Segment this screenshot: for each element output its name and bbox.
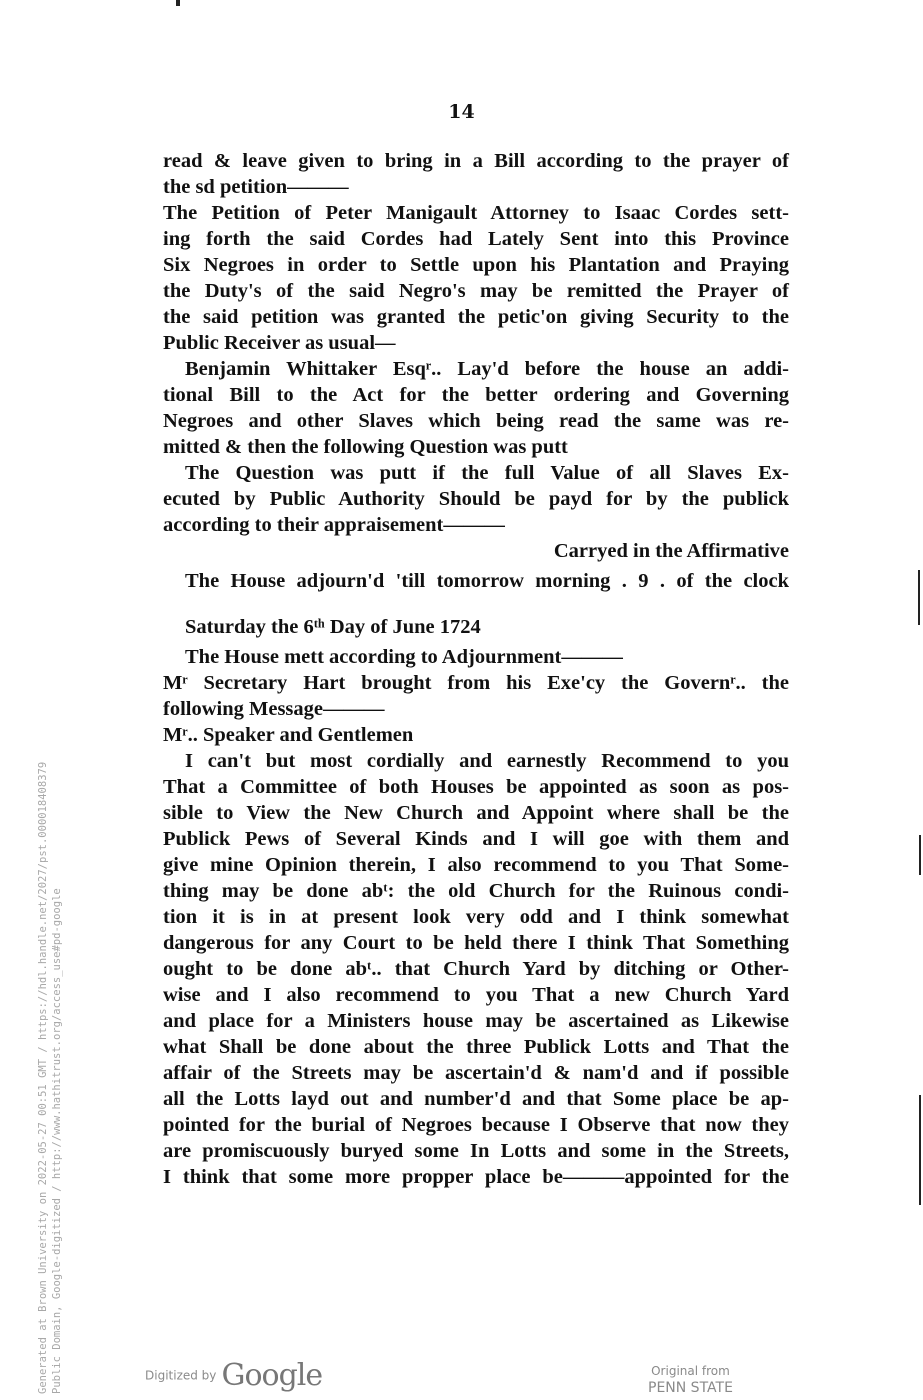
text-line: The House mett according to Adjournment——— xyxy=(185,646,623,668)
text-line: The Question was putt if the full Value of all Slaves Ex- xyxy=(185,462,789,484)
scan-top-mark xyxy=(176,0,180,6)
text-line: the Duty's of the said Negro's may be remitted the Prayer of xyxy=(163,280,789,302)
salutation: Mʳ.. Speaker and Gentlemen xyxy=(163,724,414,746)
text-line: dangerous for any Court to be held there I think That Something xyxy=(163,932,789,954)
text-line: pointed for the burial of Negroes because I Observe that now they xyxy=(163,1114,789,1136)
text-line: sible to View the New Church and Appoint where shall be the xyxy=(163,802,789,824)
text-line: ought to be done abᵗ.. that Church Yard by ditching or Other- xyxy=(163,958,789,980)
page-number: 14 xyxy=(448,101,475,123)
scan-edge-mark xyxy=(919,835,921,875)
scan-edge-mark xyxy=(919,1095,921,1205)
text-line: the sd petition——— xyxy=(163,176,349,198)
text-line: Negroes and other Slaves which being read the same was re- xyxy=(163,410,789,432)
text-line: following Message——— xyxy=(163,698,385,720)
scan-edge-mark xyxy=(918,570,920,625)
text-line: are promiscuously buryed some In Lotts and some in the Streets, xyxy=(163,1140,789,1162)
text-line: all the Lotts layd out and number'd and that Some place be ap- xyxy=(163,1088,789,1110)
watermark-line: Public Domain, Google-digitized / http://www.hathitrust.org/access_use#pd-google xyxy=(51,888,63,1394)
text-line: ecuted by Public Authority Should be payd for by the publick xyxy=(163,488,789,510)
digitized-by-google xyxy=(145,1358,322,1393)
text-line: I can't but most cordially and earnestly Recommend to you xyxy=(185,750,789,772)
original-from-label: Original from xyxy=(651,1364,730,1378)
text-line: Publick Pews of Several Kinds and I will goe with them and xyxy=(163,828,789,850)
text-line: That a Committee of both Houses be appointed as soon as pos- xyxy=(163,776,789,798)
text-line: affair of the Streets may be ascertain'd & nam'd and if possible xyxy=(163,1062,789,1084)
text-line: the said petition was granted the petic'on giving Security to the xyxy=(163,306,789,328)
text-line: read & leave given to bring in a Bill according to the prayer of xyxy=(163,150,789,172)
text-line: Mʳ Secretary Hart brought from his Exe'cy the Governʳ.. the xyxy=(163,672,789,694)
text-line: tional Bill to the Act for the better ordering and Governing xyxy=(163,384,789,406)
text-line: what Shall be done about the three Publick Lotts and That the xyxy=(163,1036,789,1058)
text-line: The Petition of Peter Manigault Attorney to Isaac Cordes sett- xyxy=(163,202,789,224)
text-line: I think that some more propper place be———appointed for the xyxy=(163,1166,789,1188)
original-from xyxy=(648,1364,733,1397)
text-line: Six Negroes in order to Settle upon his Plantation and Praying xyxy=(163,254,789,276)
text-line: thing may be done abᵗ: the old Church for the Ruinous condi- xyxy=(163,880,789,902)
text-line: wise and I also recommend to you That a new Church Yard xyxy=(163,984,789,1006)
google-logo: Google xyxy=(221,1358,323,1393)
text-line: and place for a Ministers house may be ascertained as Likewise xyxy=(163,1010,789,1032)
affirmative-line: Carryed in the Affirmative xyxy=(553,540,789,562)
watermark-line: Generated at Brown University on 2022-05-27 00:51 GMT / https://hdl.handle.net/2027/pst.000018408379 xyxy=(37,761,49,1394)
text-line: give mine Opinion therein, I also recommend to you That Some- xyxy=(163,854,789,876)
text-line: according to their appraisement——— xyxy=(163,514,505,536)
institution-name: PENN STATE xyxy=(648,1380,733,1396)
text-line: Benjamin Whittaker Esqʳ.. Lay'd before the house an addi- xyxy=(185,358,789,380)
text-line: Public Receiver as usual— xyxy=(163,332,396,354)
date-heading: Saturday the 6ᵗʰ Day of June 1724 xyxy=(185,616,481,638)
digitized-by-label: Digitized by xyxy=(145,1368,217,1383)
text-line: tion it is in at present look very odd and I think somewhat xyxy=(163,906,789,928)
adjourn-line: The House adjourn'd 'till tomorrow morning . 9 . of the clock xyxy=(185,570,789,592)
text-line: ing forth the said Cordes had Lately Sent into this Province xyxy=(163,228,789,250)
body-text xyxy=(163,148,789,1190)
hathitrust-watermark xyxy=(36,654,64,1394)
text-line: mitted & then the following Question was putt xyxy=(163,436,568,458)
